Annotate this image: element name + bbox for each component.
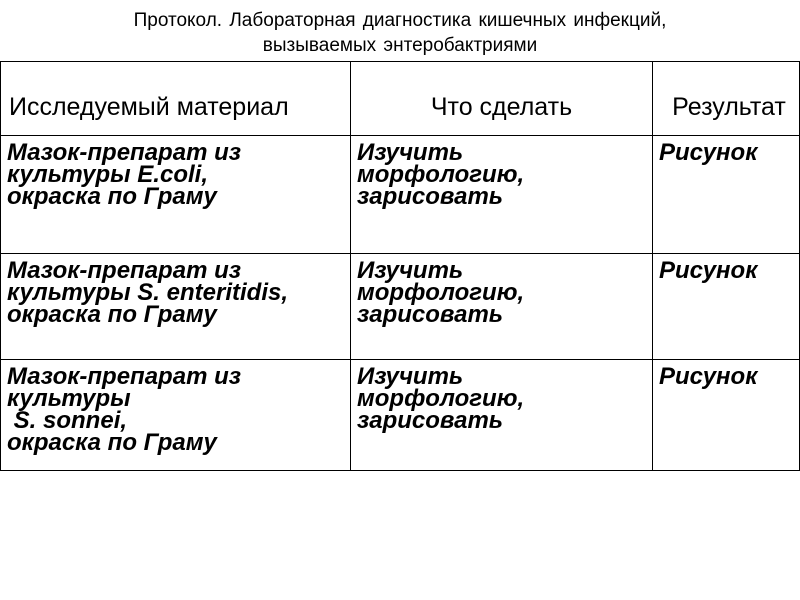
material-line: Мазок-препарат из xyxy=(7,139,241,166)
page-title xyxy=(0,8,800,58)
material-line: окраска по Граму xyxy=(7,301,217,328)
material-line: окраска по Граму xyxy=(7,429,217,456)
header-result: Результат xyxy=(653,62,800,136)
material-line: культуры xyxy=(7,385,131,412)
table-row xyxy=(1,136,800,254)
material-line: Мазок-препарат из xyxy=(7,257,241,284)
material-line: S. sonnei, xyxy=(7,407,128,434)
header-action: Что сделать xyxy=(351,62,653,136)
material-line: культуры E.coli, xyxy=(7,161,208,188)
action-line: морфологию, xyxy=(357,279,525,306)
action-line: Изучить xyxy=(357,257,464,284)
cell-material xyxy=(1,254,351,360)
cell-result xyxy=(653,136,800,254)
result-text: Рисунок xyxy=(659,139,758,166)
result-text: Рисунок xyxy=(659,257,758,284)
header-material: Исследуемый материал xyxy=(1,62,351,136)
material-line: Мазок-препарат из xyxy=(7,363,241,390)
cell-action xyxy=(351,136,653,254)
action-line: морфологию, xyxy=(357,161,525,188)
cell-material xyxy=(1,136,351,254)
action-line: зарисовать xyxy=(357,407,504,434)
cell-result xyxy=(653,360,800,471)
protocol-table xyxy=(0,61,800,471)
title-line-1: Протокол. Лабораторная диагностика кишечных инфекций, xyxy=(133,10,667,31)
action-line: зарисовать xyxy=(357,301,504,328)
cell-material xyxy=(1,360,351,471)
table-header-row xyxy=(1,62,800,136)
result-text: Рисунок xyxy=(659,363,758,390)
cell-action xyxy=(351,254,653,360)
action-line: Изучить xyxy=(357,139,464,166)
title-line-2: вызываемых энтеробактриями xyxy=(262,35,538,56)
action-line: Изучить xyxy=(357,363,464,390)
material-line: окраска по Граму xyxy=(7,183,217,210)
cell-result xyxy=(653,254,800,360)
action-line: зарисовать xyxy=(357,183,504,210)
table-row xyxy=(1,254,800,360)
material-line: культуры S. enteritidis, xyxy=(7,279,289,306)
table-row xyxy=(1,360,800,471)
cell-action xyxy=(351,360,653,471)
action-line: морфологию, xyxy=(357,385,525,412)
